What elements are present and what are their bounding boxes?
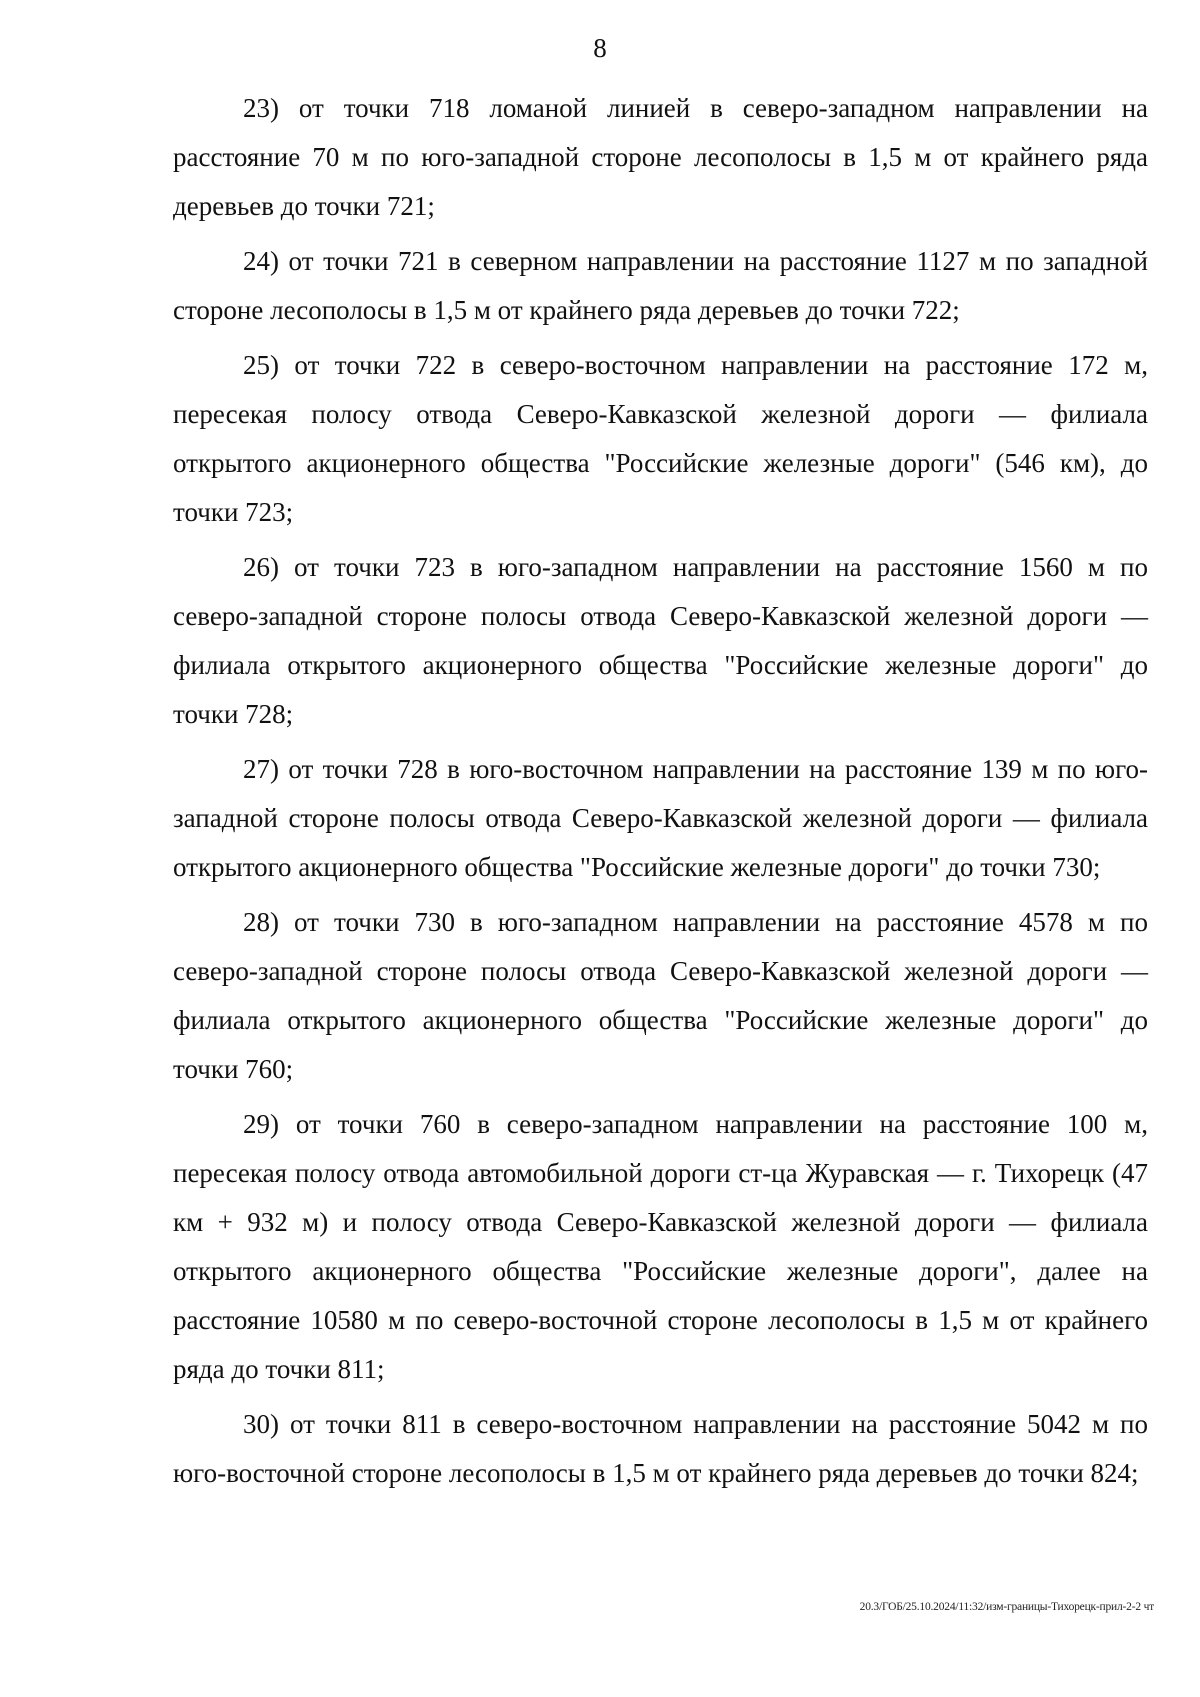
paragraph-27: 27) от точки 728 в юго-восточном направлении на расстояние 139 м по юго-западной стороне полосы отвода Северо-Кавказской железной дороги — филиала открытого акционерного общества "Российские железные дороги" до точки 730;: [173, 754, 1148, 882]
paragraph-28: 28) от точки 730 в юго-западном направлении на расстояние 4578 м по северо-западной стороне полосы отвода Северо-Кавказской железной дороги — филиала открытого акционерного общества "Российские железные дороги" до точки 760;: [173, 907, 1148, 1084]
paragraph-29: 29) от точки 760 в северо-западном направлении на расстояние 100 м, пересекая полосу отвода автомобильной дороги ст-ца Журавская — г. Тихорецк (47 км + 932 м) и полосу отвода Северо-Кавказской железной дороги — филиала открытого акционерного общества "Российские железные дороги", далее на расстояние 10580 м по северо-восточной стороне лесополосы в 1,5 м от крайнего ряда до точки 811;: [173, 1109, 1148, 1384]
paragraph-24: 24) от точки 721 в северном направлении на расстояние 1127 м по западной стороне лесополосы в 1,5 м от крайнего ряда деревьев до точки 722;: [173, 246, 1148, 325]
page-number: 8: [593, 33, 607, 63]
document-body: [173, 84, 1148, 1504]
paragraph-25: 25) от точки 722 в северо-восточном направлении на расстояние 172 м, пересекая полосу отвода Северо-Кавказской железной дороги — филиала открытого акционерного общества "Российские железные дороги" (546 км), до точки 723;: [173, 350, 1148, 527]
paragraph-26: 26) от точки 723 в юго-западном направлении на расстояние 1560 м по северо-западной стороне полосы отвода Северо-Кавказской железной дороги — филиала открытого акционерного общества "Российские железные дороги" до точки 728;: [173, 552, 1148, 729]
document-footer-id: 20.3/ГОБ/25.10.2024/11:32/изм-границы-Тихорецк-прил-2-2 чт: [859, 1601, 1154, 1613]
paragraph-23: 23) от точки 718 ломаной линией в северо-западном направлении на расстояние 70 м по юго-западной стороне лесополосы в 1,5 м от крайнего ряда деревьев до точки 721;: [173, 93, 1148, 221]
paragraph-30: 30) от точки 811 в северо-восточном направлении на расстояние 5042 м по юго-восточной стороне лесополосы в 1,5 м от крайнего ряда деревьев до точки 824;: [173, 1409, 1148, 1488]
